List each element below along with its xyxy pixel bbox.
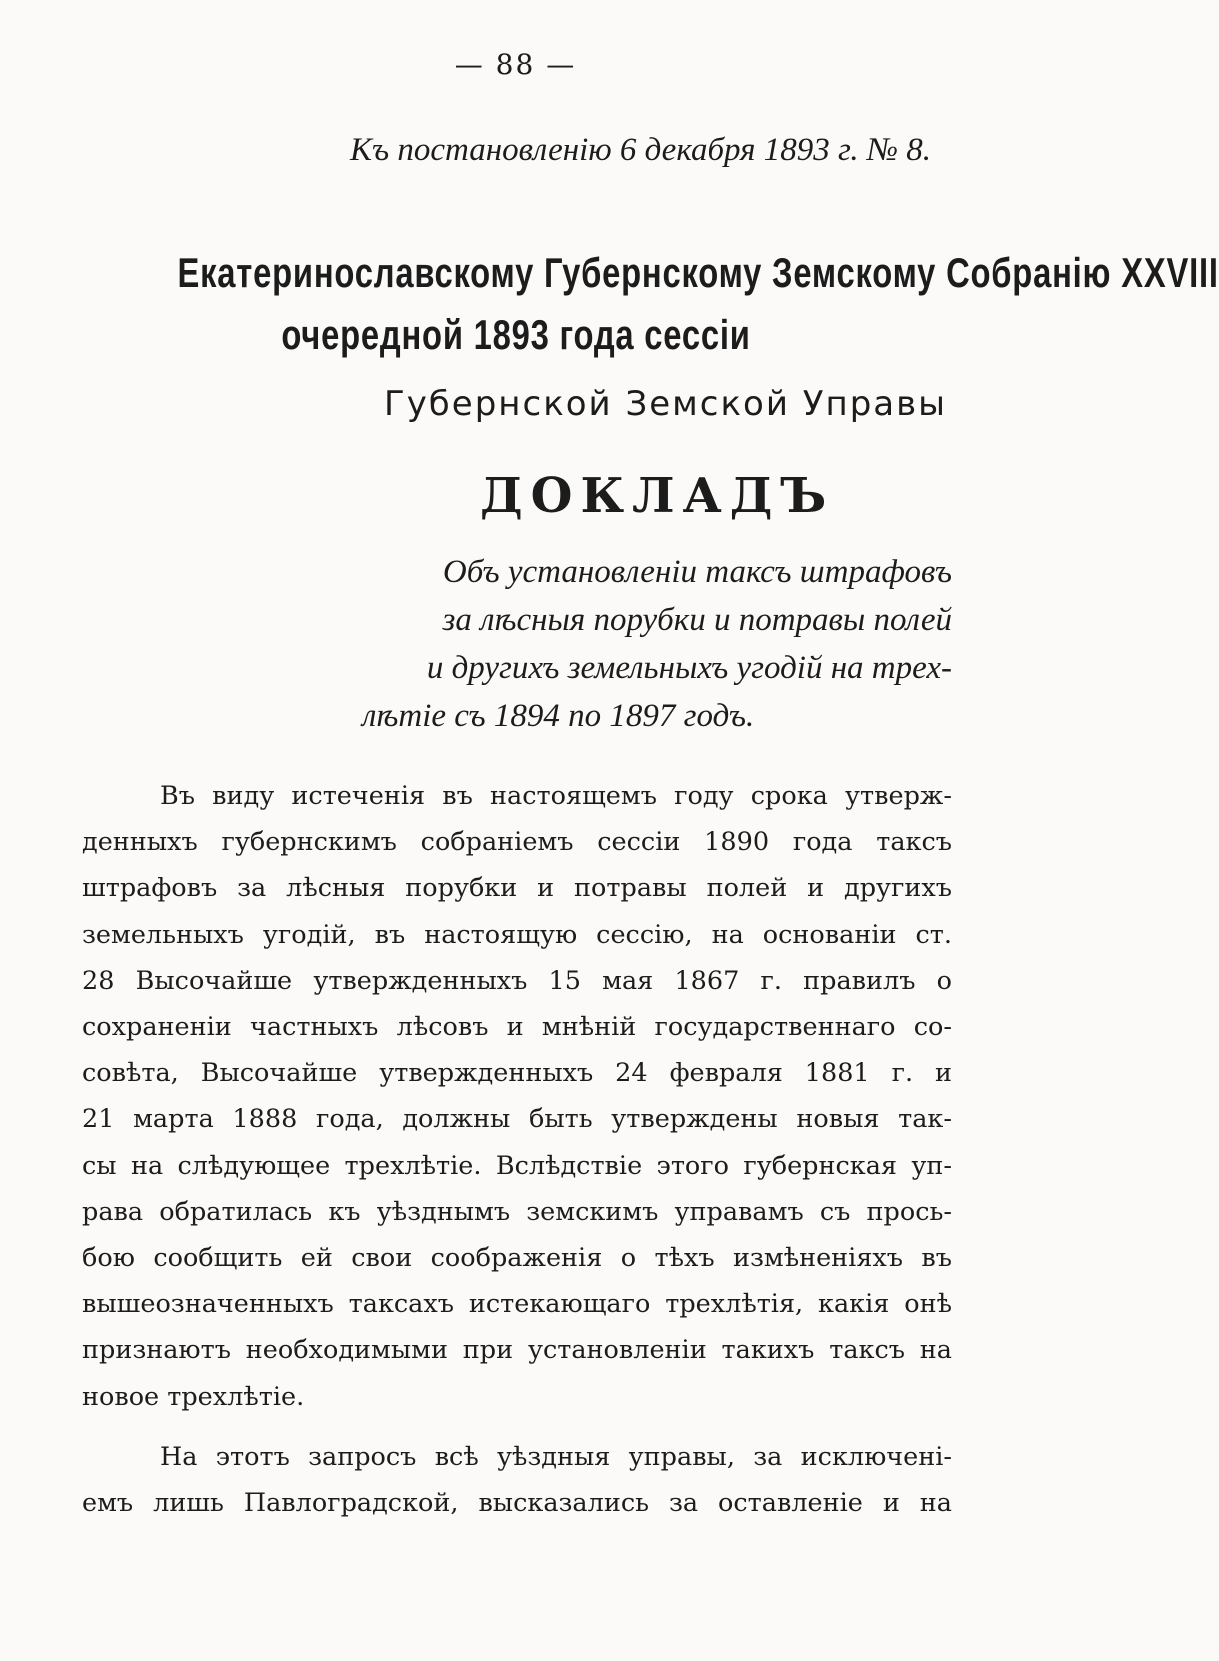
body-line: новое трехлѣтіе.: [82, 1381, 305, 1412]
body-line: земельныхъ угодій, въ настоящую сессію, на основаніи ст.: [82, 919, 952, 950]
report-subject-line: и другихъ земельныхъ угодій на трех-: [426, 650, 952, 686]
body-line: На этотъ запросъ всѣ уѣздныя управы, за исключені-: [160, 1441, 952, 1472]
body-line: признаютъ необходимыми при установленіи такихъ таксъ на: [82, 1335, 952, 1366]
body-line: штрафовъ за лѣсныя порубки и потравы полей и другихъ: [82, 873, 952, 904]
body-line: денныхъ губернскимъ собраніемъ сессіи 1890 года таксъ: [82, 827, 952, 858]
body-line: сы на слѣдующее трехлѣтіе. Вслѣдствіе этого губернская уп-: [82, 1150, 952, 1181]
assembly-title-line: очередной 1893 года сессіи: [281, 311, 751, 358]
page-number: — 88 —: [454, 48, 577, 81]
report-subject-line: лѣтіе съ 1894 по 1897 годъ.: [362, 698, 755, 734]
report-subject-line: Объ установленіи таксъ штрафовъ: [442, 554, 952, 590]
body-line: бою сообщить ей свои соображенія о тѣхъ измѣненіяхъ въ: [82, 1243, 952, 1274]
body-line: рава обратилась къ уѣзднымъ земскимъ управамъ съ прось-: [82, 1196, 952, 1227]
body-text: [82, 773, 952, 1526]
assembly-title: [177, 242, 1219, 366]
report-title: ДОКЛАДЪ: [480, 468, 835, 524]
assembly-title-line: Екатеринославскому Губернскому Земскому Собранію XXVIII: [177, 249, 1219, 296]
body-line: 21 марта 1888 года, должны быть утверждены новыя так-: [82, 1104, 952, 1135]
body-line: Въ виду истеченія въ настоящемъ году срока утверж-: [160, 781, 952, 811]
body-line: 28 Высочайше утвержденныхъ 15 мая 1867 г. правилъ о: [82, 965, 952, 996]
resolution-reference: Къ постановленію 6 декабря 1893 г. № 8.: [350, 132, 931, 168]
board-name: Губернской Земской Управы: [383, 384, 947, 424]
body-line: совѣта, Высочайше утвержденныхъ 24 февраля 1881 г. и: [82, 1058, 952, 1089]
body-line: емъ лишь Павлоградской, высказались за оставленіе и на: [82, 1488, 952, 1519]
body-line: сохраненіи частныхъ лѣсовъ и мнѣній государственнаго со-: [82, 1012, 952, 1043]
paragraph-gap: [82, 1420, 952, 1434]
report-subject: [362, 548, 952, 740]
report-subject-line: за лѣсныя порубки и потравы полей: [442, 602, 952, 638]
body-line: вышеозначенныхъ таксахъ истекающаго трехлѣтія, какія онѣ: [82, 1289, 952, 1320]
